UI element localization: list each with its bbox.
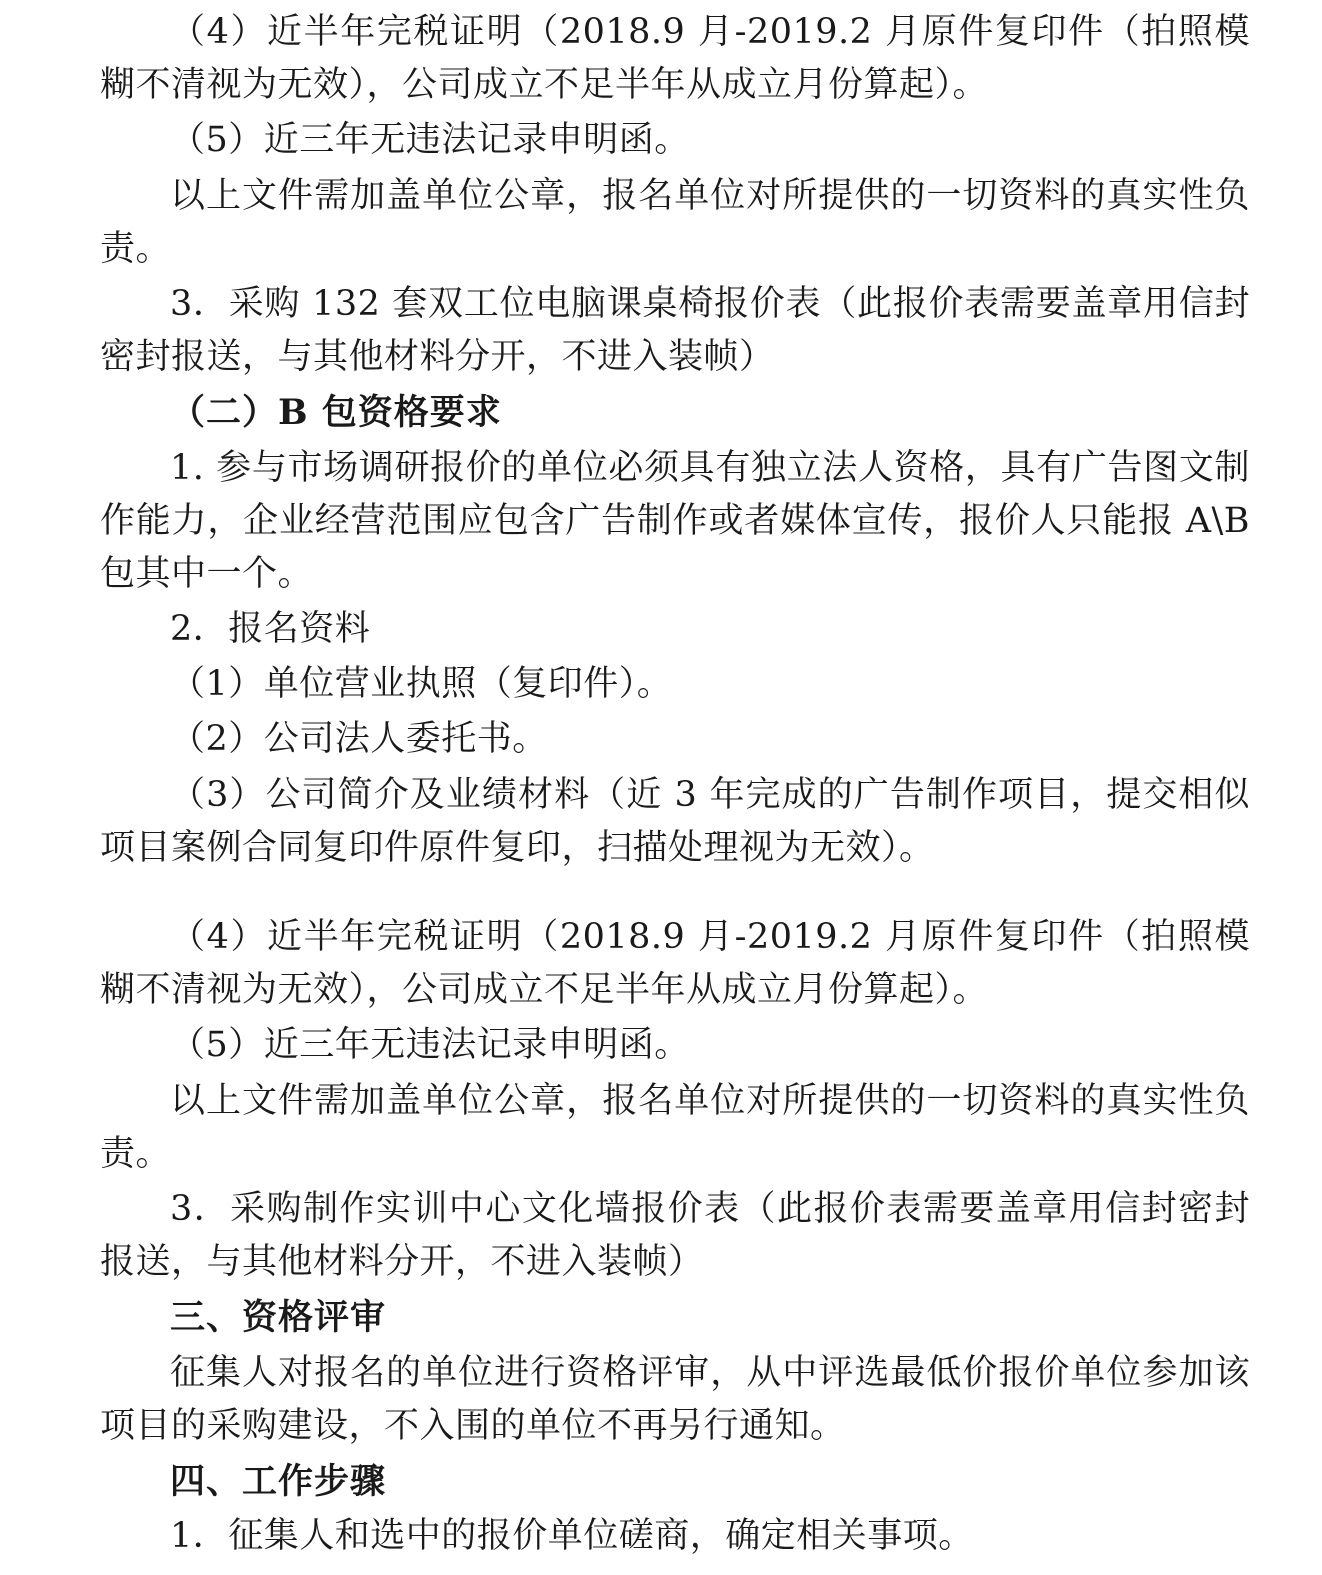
paragraph-b-sub-2: （2）公司法人委托书。 [170, 719, 548, 760]
paragraph-a-item-4: （4）近半年完税证明（2018.9 月-2019.2 月原件复印件（拍照模糊不清视为无效），公司成立不足半年从成立月份算起）。 [100, 12, 1250, 106]
heading-qualification-review: 三、资格评审 [170, 1297, 387, 1339]
paragraph-a-item-5: （5）近三年无违法记录申明函。 [170, 120, 690, 161]
heading-package-b-requirements: （二）B 包资格要求 [170, 392, 502, 434]
paragraph-b-sub-4: （4）近半年完税证明（2018.9 月-2019.2 月原件复印件（拍照模糊不清视为无效），公司成立不足半年从成立月份算起）。 [100, 917, 1250, 1011]
paragraph-spacer [100, 877, 1250, 911]
paragraph-b-item-2: 2．报名资料 [170, 609, 371, 650]
paragraph-b-sub-5: （5）近三年无违法记录申明函。 [170, 1025, 690, 1066]
heading-work-steps: 四、工作步骤 [170, 1460, 387, 1502]
paragraph-b-sub-1: （1）单位营业执照（复印件）。 [170, 664, 673, 705]
paragraph-a-item-3: 3．采购 132 套双工位电脑课桌椅报价表（此报价表需要盖章用信封密封报送，与其他材料分开，不进入装帧） [100, 283, 1250, 378]
paragraph-b-sub-3: （3）公司简介及业绩材料（近 3 年完成的广告制作项目，提交相似项目案例合同复印件原件复印，扫描处理视为无效）。 [100, 774, 1250, 868]
paragraph-b-item-1: 1. 参与市场调研报价的单位必须具有独立法人资格，具有广告图文制作能力，企业经营范围应包含广告制作或者媒体宣传，报价人只能报 A\B 包其中一个。 [100, 447, 1262, 594]
paragraph-qualification-review-body: 征集人对报名的单位进行资格评审，从中评选最低价报价单位参加该项目的采购建设，不入围的单位不再另行通知。 [100, 1352, 1250, 1446]
paragraph-b-seal-note: 以上文件需加盖单位公章，报名单位对所提供的一切资料的真实性负责。 [100, 1080, 1250, 1174]
paragraph-b-item-3: 3．采购制作实训中心文化墙报价表（此报价表需要盖章用信封密封报送，与其他材料分开，不进入装帧） [100, 1188, 1250, 1283]
paragraph-work-steps-item-1: 1．征集人和选中的报价单位磋商，确定相关事项。 [170, 1516, 974, 1557]
paragraph-a-seal-note: 以上文件需加盖单位公章，报名单位对所提供的一切资料的真实性负责。 [100, 175, 1250, 269]
